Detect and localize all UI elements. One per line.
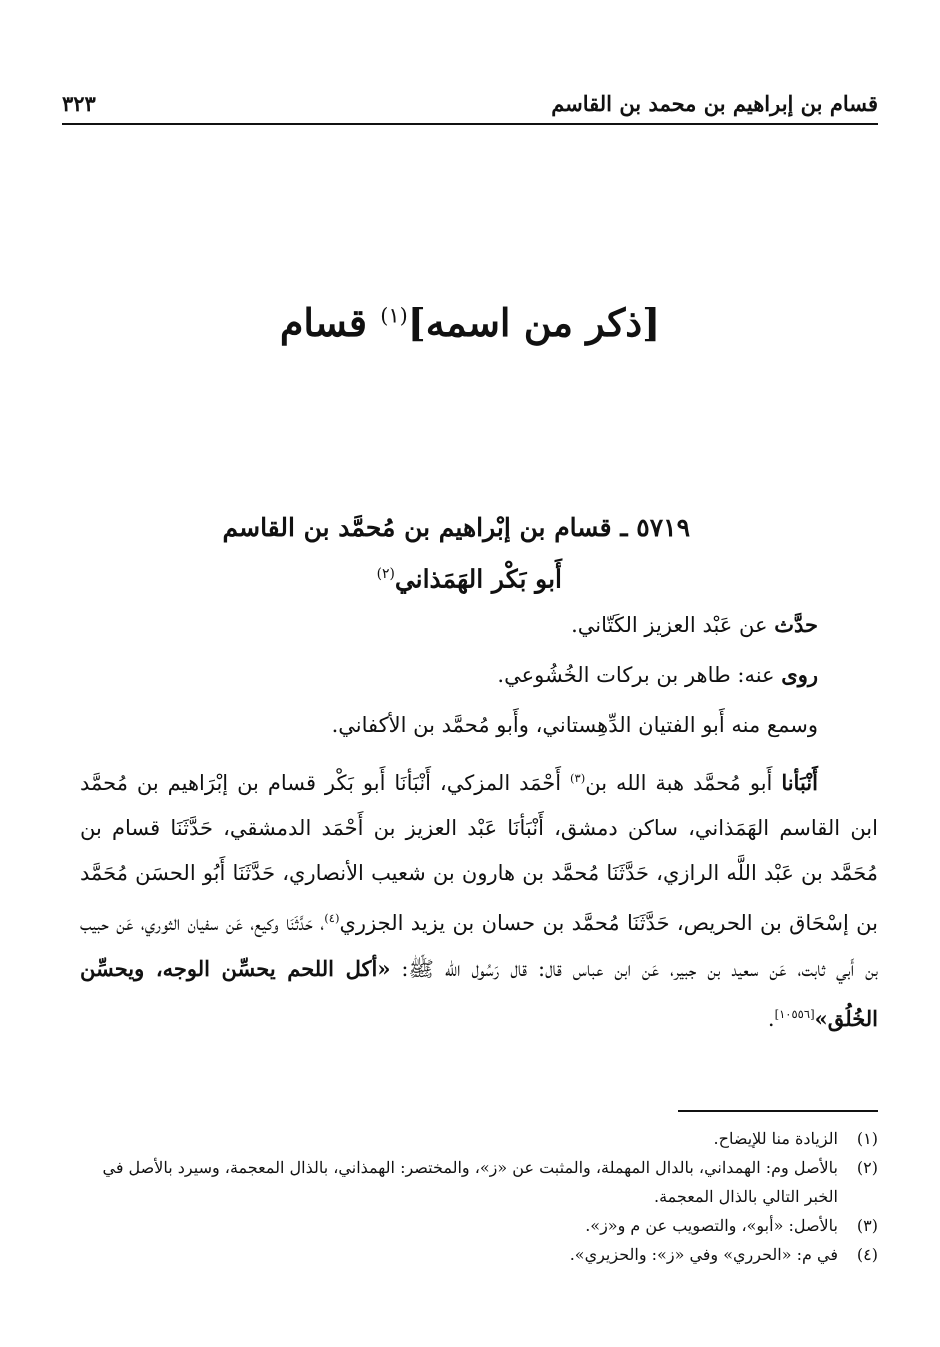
paragraph-text: وسمع منه أَبو الفتيان الدِّهِستاني، وأَبو مُحمَّد بن الأكفاني.: [331, 713, 818, 737]
footnote-marker-2: (٢): [376, 566, 395, 582]
keyword-haddatha: حدَّث: [774, 612, 818, 637]
entry-body: [80, 600, 878, 1042]
footnote-marker-4: (٤): [324, 911, 340, 925]
header-rule: [62, 123, 878, 125]
footnote: [80, 1211, 878, 1240]
footnote-marker-1: (١): [380, 303, 408, 328]
paragraph-text: عن عَبْد العزيز الكَتّاني.: [571, 613, 775, 637]
paragraph-rawa: [80, 650, 878, 700]
hadith-text: «أكل اللحم يحسِّن الوجه، ويحسِّن الخُلُق»: [80, 956, 878, 1031]
footnotes: [80, 1124, 878, 1269]
running-title: قسام بن إبراهيم بن محمد بن القاسم: [551, 91, 878, 116]
entry-heading: [80, 505, 690, 602]
footnote: [80, 1153, 878, 1211]
hadith-reference: [١٠٥٥٦]: [774, 1007, 815, 1021]
footnote-number: (٤): [856, 1245, 878, 1264]
footnote-number: (٣): [856, 1216, 878, 1235]
isnad-text-1: أَبو مُحمَّد هبة الله بن: [585, 771, 782, 795]
footnote-marker-3: (٣): [570, 771, 586, 785]
footnote: [80, 1240, 878, 1269]
isnad-text-2: أَحْمَد المزكي، أَنْبَأنَا أَبو بَكْر قسام بن إبْرَاهيم بن مُحمَّد ابن القاسم الهَمَذاني، ساكن دمشق، أَنْبَأنَا عَبْد العزيز بن أَحْمَد الدمشقي، حَدَّثَنَا قسام بن مُحَمَّد بن عَبْد اللَّه الرازي، حَدَّثَنَا مُحمَّد بن هارون بن شعيب الأنصاري، حَدَّثَنَا أَبُو الحسَن مُحَمَّد بن إسْحَاق بن الحريص، حَدَّثَنَا مُحمَّد بن حسان بن يزيد الجزري: [80, 771, 878, 935]
keyword-rawa: روى: [781, 662, 818, 687]
paragraph-samia: [80, 700, 878, 750]
chapter-bracket-text: [ذكر من اسمه]: [407, 300, 661, 345]
isnad-end: .: [767, 1007, 775, 1031]
chapter-title: [0, 300, 940, 345]
page-number: ٣٢٣: [62, 91, 96, 116]
footnote-number: (١): [856, 1129, 878, 1148]
footnote-rule: [678, 1110, 878, 1112]
paragraph-text: عنه: طاهر بن بركات الخُشُوعي.: [497, 663, 782, 687]
paragraph-isnad: [80, 756, 878, 1042]
keyword-anbaana: أَنْبَأنا: [781, 770, 818, 795]
footnote-text: في م: «الحرري» وفي «ز»: والحزيري».: [569, 1245, 838, 1264]
entry-heading-line1: ٥٧١٩ ـ قسام بن إبْراهيم بن مُحمَّد بن القاسم: [222, 513, 690, 542]
footnote-number: (٢): [856, 1158, 878, 1177]
entry-kunya: أَبو بَكْر الهَمَذاني: [394, 564, 562, 594]
footnote-text: بالأصل وم: الهمداني، بالدال المهملة، والمثبت عن «ز»، والمختصر: الهمذاني، بالذال المعجمة، وسيرد بالأصل في الخبر التالي بالذال المعجمة.: [102, 1158, 838, 1206]
entry-heading-line2: [80, 551, 690, 602]
isnad-text-3: ، حَدَّثَنَا وكيع، عَن سفيان الثوري، عَن حبيب بن أَبي ثابت، عَن سعيد بن جبير، عَن ابن عباس قال: قال رَسُول الله ﷺ:: [80, 911, 878, 981]
footnote-text: بالأصل: «أبو»، والتصويب عن م و«ز».: [585, 1216, 838, 1235]
footnote: [80, 1124, 878, 1153]
running-header: [62, 86, 878, 116]
paragraph-haddatha: [80, 600, 878, 650]
chapter-name: قسام: [279, 300, 367, 345]
footnote-text: الزيادة منا للإيضاح.: [713, 1129, 838, 1148]
